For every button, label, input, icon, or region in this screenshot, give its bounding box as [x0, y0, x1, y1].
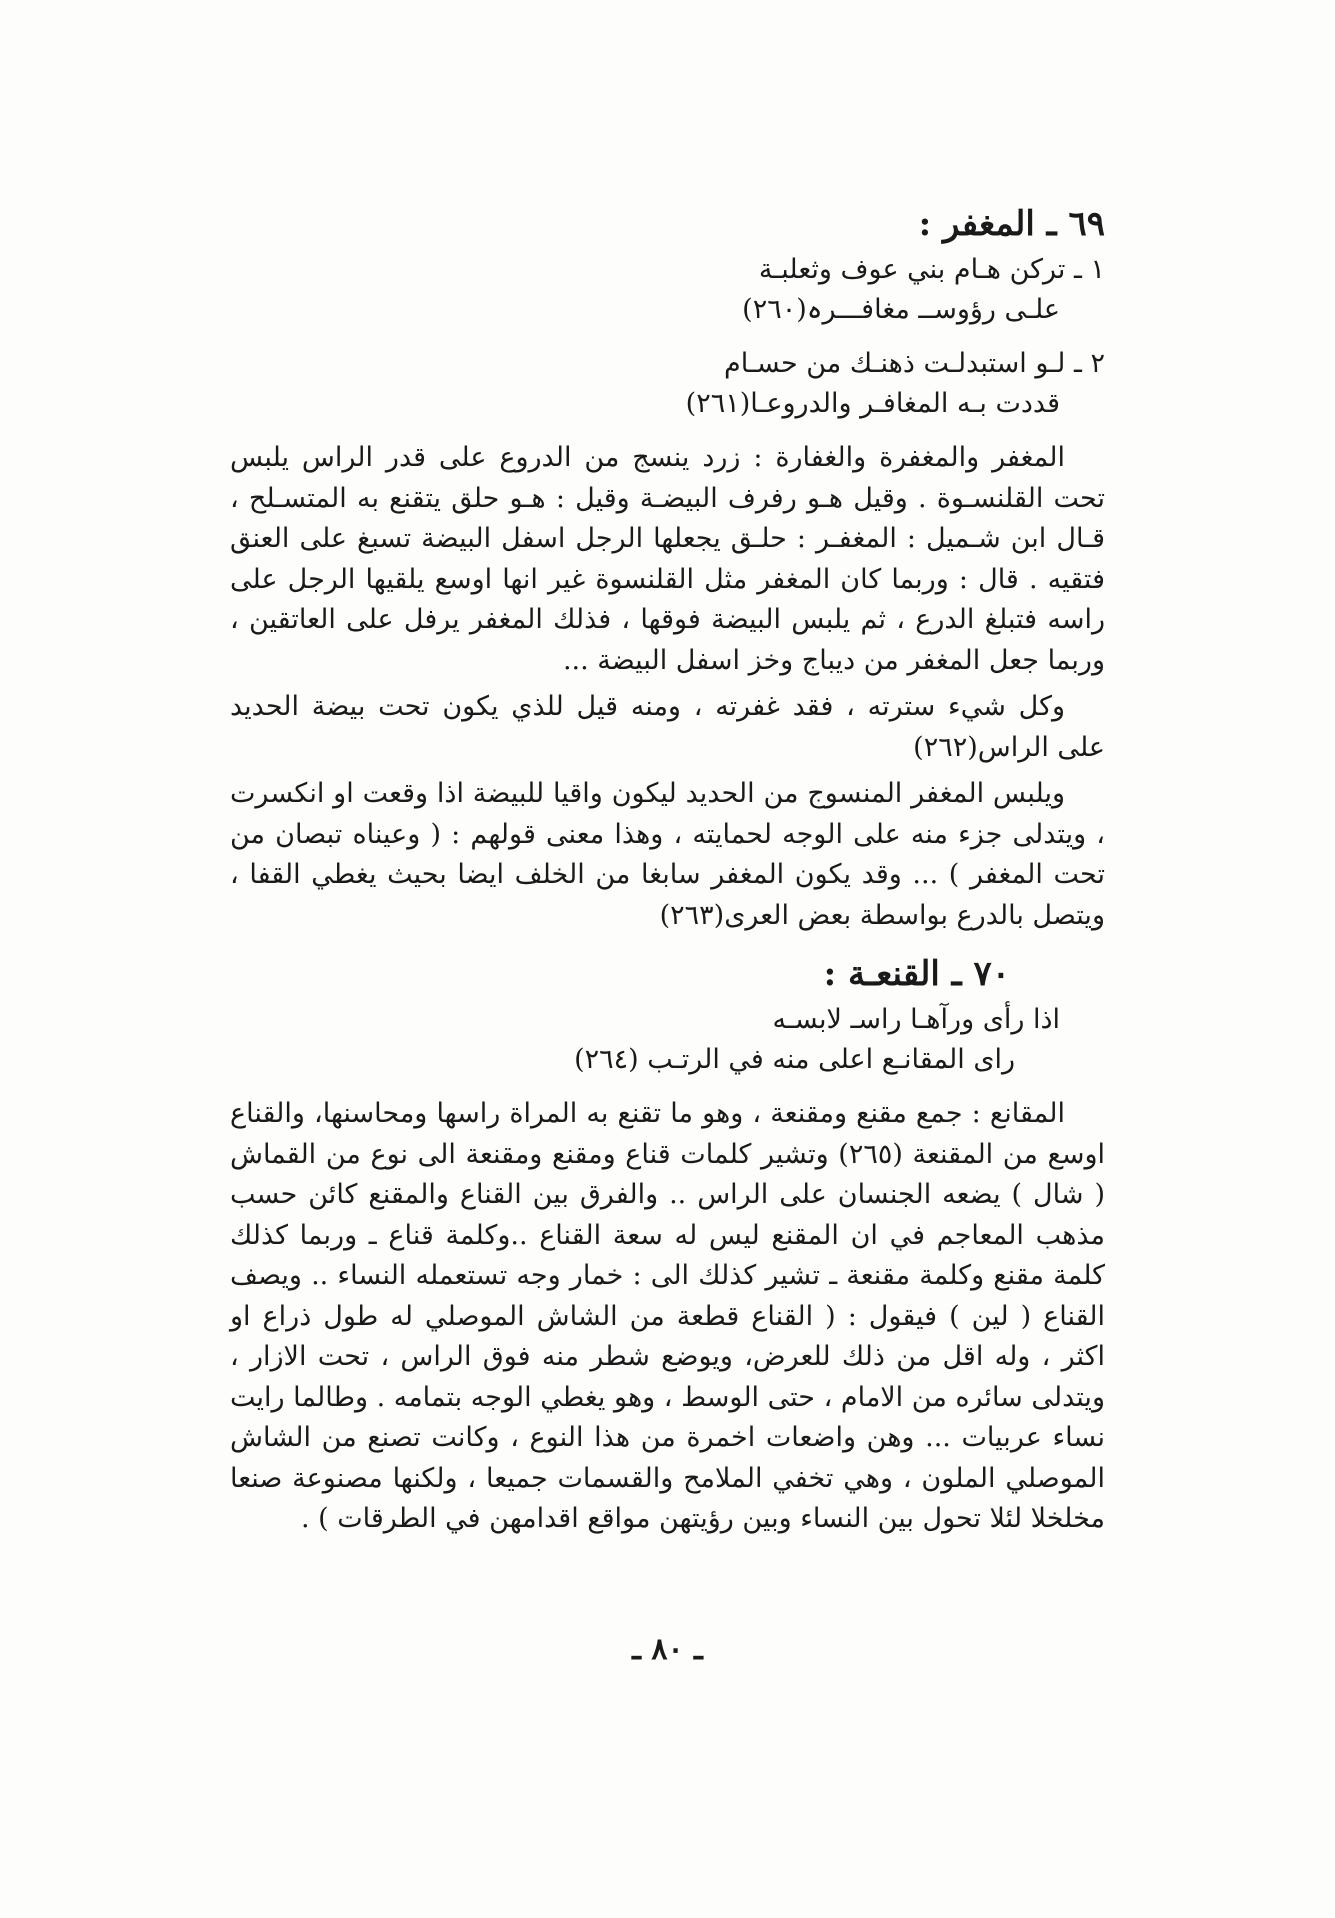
- verse-1-second-hemistich: علـى رؤوســ مغافـــرہ(٢٦٠): [742, 294, 1060, 325]
- verse-1-first-hemistich: ١ ـ تركن هـام بني عوف وثعلبـة: [758, 254, 1105, 285]
- verse-3: [230, 1000, 1105, 1080]
- page-number: ـ ٨٠ ـ: [632, 1632, 703, 1667]
- verse-3-second-hemistich: راى المقانـع اعلى منه في الرتـب (٢٦٤): [574, 1044, 1015, 1075]
- page-content: [230, 200, 1105, 1546]
- section-heading-70: ٧٠ ـ القنعـة :: [823, 954, 1010, 994]
- verse-2: [230, 344, 1105, 424]
- paragraph-mighfar-etymology: وكل شيء سترته ، فقد غفرته ، ومنه قيل للذي يكون تحت بيضة الحديد على الراس(٢٦٢): [230, 691, 1105, 763]
- verse-2-second-hemistich: قددت بـه المغافـر والدروعـا(٢٦١): [685, 388, 1060, 419]
- paragraph-maqani-definition: المقانع : جمع مقنع ومقنعة ، وهو ما تقنع به المراة راسها ومحاسنها، والقناع اوسع من المقنعة (٢٦٥) وتشير كلمات قناع ومقنع ومقنعة الى نوع من القماش ( شال ) يضعه الجنسان على الراس .. والفرق بين القناع والمقنع كائن حسب مذهب المعاجم في ان المقنع ليس له سعة القناع ..وكلمة قناع ـ وربما كذلك كلمة مقنع وكلمة مقنعة ـ تشير كذلك الى : خمار وجه تستعمله النساء .. ويصف القناع ( لين ) فيقول : ( القناع قطعة من الشاش الموصلي له طول ذراع او اكثر ، وله اقل من ذلك للعرض، ويوضع شطر منه فوق الراس ، تحت الازار ، ويتدلى سائره من الامام ، حتى الوسط ، وهو يغطي الوجه بتمامه . وطالما رايت نساء عربيات ... وهن واضعات اخمرة من هذا النوع ، وكانت تصنع من الشاش الموصلي الملون ، وهي تخفي الملامح والقسمات جميعا ، ولكنها مصنوعة صنعا مخلخلا لئلا تحول بين النساء وبين رؤيتهن مواقع اقدامهن في الطرقات ) .: [230, 1098, 1105, 1534]
- verse-2-first-hemistich: ٢ ـ لـو استبدلـت ذهنـك من حسـام: [724, 348, 1105, 379]
- paragraph-mighfar-definition: المغفر والمغفرة والغفارة : زرد ينسج من الدروع على قدر الراس يلبس تحت القلنسـوة . وقيل هـو رفرف البيضـة وقيل : هـو حلق يتقنع به المتسـلح ، قـال ابن شـميل : المغفـر : حلـق يجعلها الرجل اسفل البيضة تسبغ على العنق فتقيه . قال : وربما كان المغفر مثل القلنسوة غير انها اوسع يلقيها الرجل على راسه فتبلغ الدرع ، ثم يلبس البيضة فوقها ، فذلك المغفر يرفل على العاتقين ، وربما جعل المغفر من ديباج وخز اسفل البيضة ...: [230, 442, 1105, 676]
- verse-1: [230, 250, 1105, 330]
- section-heading-69: ٦٩ ـ المغفر :: [918, 204, 1105, 244]
- verse-3-first-hemistich: اذا رأى ورآهـا راسـ لابسـه: [772, 1004, 1060, 1035]
- paragraph-mighfar-usage: ويلبس المغفر المنسوج من الحديد ليكون واقيا للبيضة اذا وقعت او انكسرت ، ويتدلى جزء منه على الوجه لحمايته ، وهذا معنى قولهم : ( وعيناه تبصان من تحت المغفر ) ... وقد يكون المغفر سابغا من الخلف ايضا بحيث يغطي القفا ، ويتصل بالدرع بواسطة بعض العرى(٢٦٣): [230, 778, 1106, 931]
